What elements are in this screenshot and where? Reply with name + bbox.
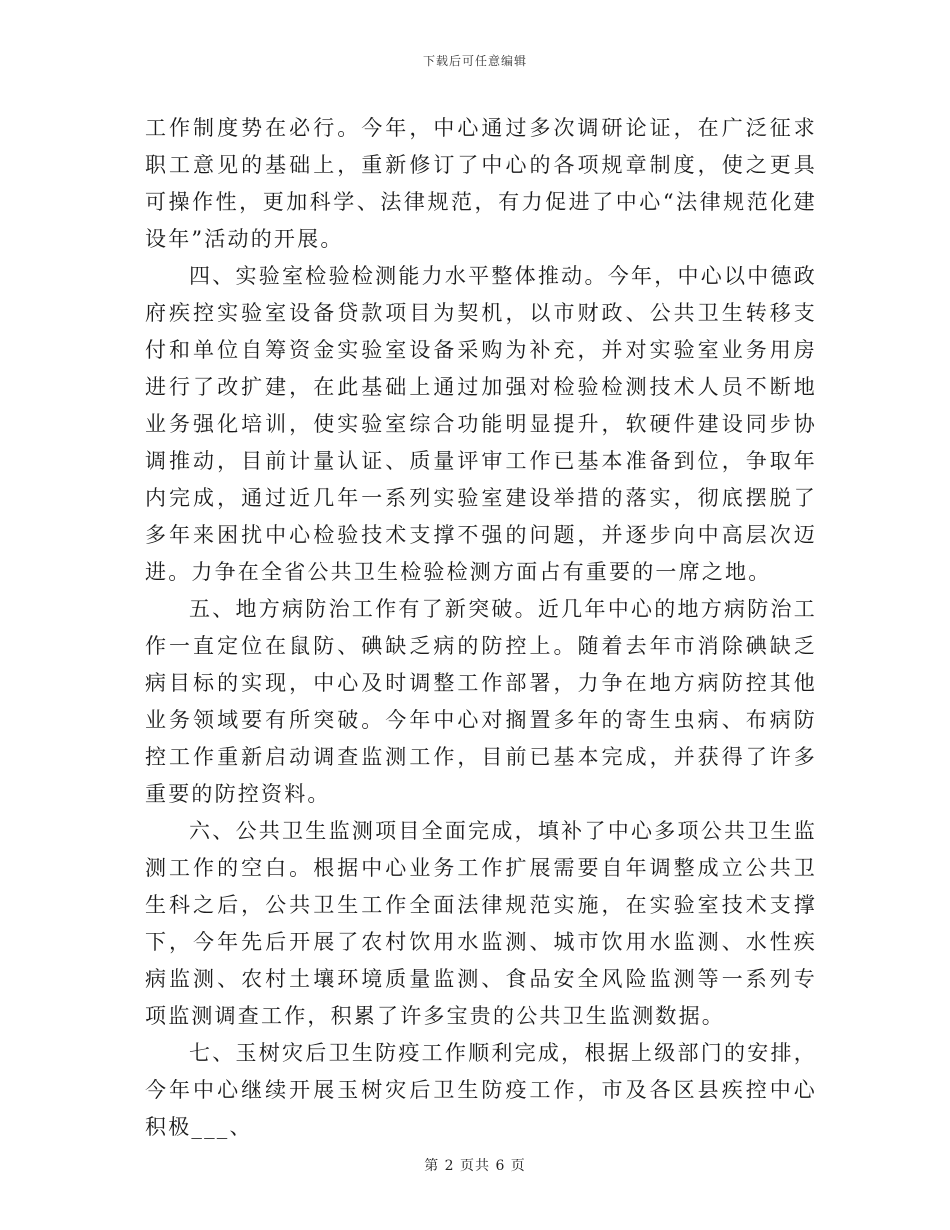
paragraph-section-four: 四、实验室检验检测能力水平整体推动。今年，中心以中德政府疾控实验室设备贷款项目为契机，以市财政、公共卫生转移支付和单位自筹资金实验室设备采购为补充，并对实验室业务用房进行了改扩建，在此基础上通过加强对检验检测技术人员不断地业务强化培训，使实验室综合功能明显提升，软硬件建设同步协调推动，目前计量认证、质量评审工作已基本准备到位，争取年内完成，通过近几年一系列实验室建设举措的落实，彻底摆脱了多年来困扰中心检验技术支撑不强的问题，并逐步向中高层次迈进。力争在全省公共卫生检验检测方面占有重要的一席之地。	[145, 264, 817, 584]
document-body	[145, 110, 817, 1146]
page-number-footer: 第 2 页共 6 页	[424, 1158, 526, 1174]
paragraph-section-five: 五、地方病防治工作有了新突破。近几年中心的地方病防治工作一直定位在鼠防、碘缺乏病的防控上。随着去年市消除碘缺乏病目标的实现，中心及时调整工作部署，力争在地方病防控其他业务领域要有所突破。今年中心对搁置多年的寄生虫病、布病防控工作重新启动调查监测工作，目前已基本完成，并获得了许多重要的防控资料。	[145, 597, 817, 806]
page-header: 下载后可任意编辑	[422, 54, 527, 68]
paragraph-continuation: 工作制度势在必行。今年，中心通过多次调研论证，在广泛征求职工意见的基础上，重新修订了中心的各项规章制度，使之更具可操作性，更加科学、法律规范，有力促进了中心“法律规范化建设年”活动的开展。	[145, 116, 817, 251]
paragraph-section-six: 六、公共卫生监测项目全面完成，填补了中心多项公共卫生监测工作的空白。根据中心业务工作扩展需要自年调整成立公共卫生科之后，公共卫生工作全面法律规范实施，在实验室技术支撑下，今年先后开展了农村饮用水监测、城市饮用水监测、水性疾病监测、农村土壤环境质量监测、食品安全风险监测等一系列专项监测调查工作，积累了许多宝贵的公共卫生监测数据。	[145, 819, 817, 1028]
paragraph-section-seven: 七、玉树灾后卫生防疫工作顺利完成，根据上级部门的安排，今年中心继续开展玉树灾后卫生防疫工作，市及各区县疾控中心积极___、	[145, 1041, 817, 1139]
